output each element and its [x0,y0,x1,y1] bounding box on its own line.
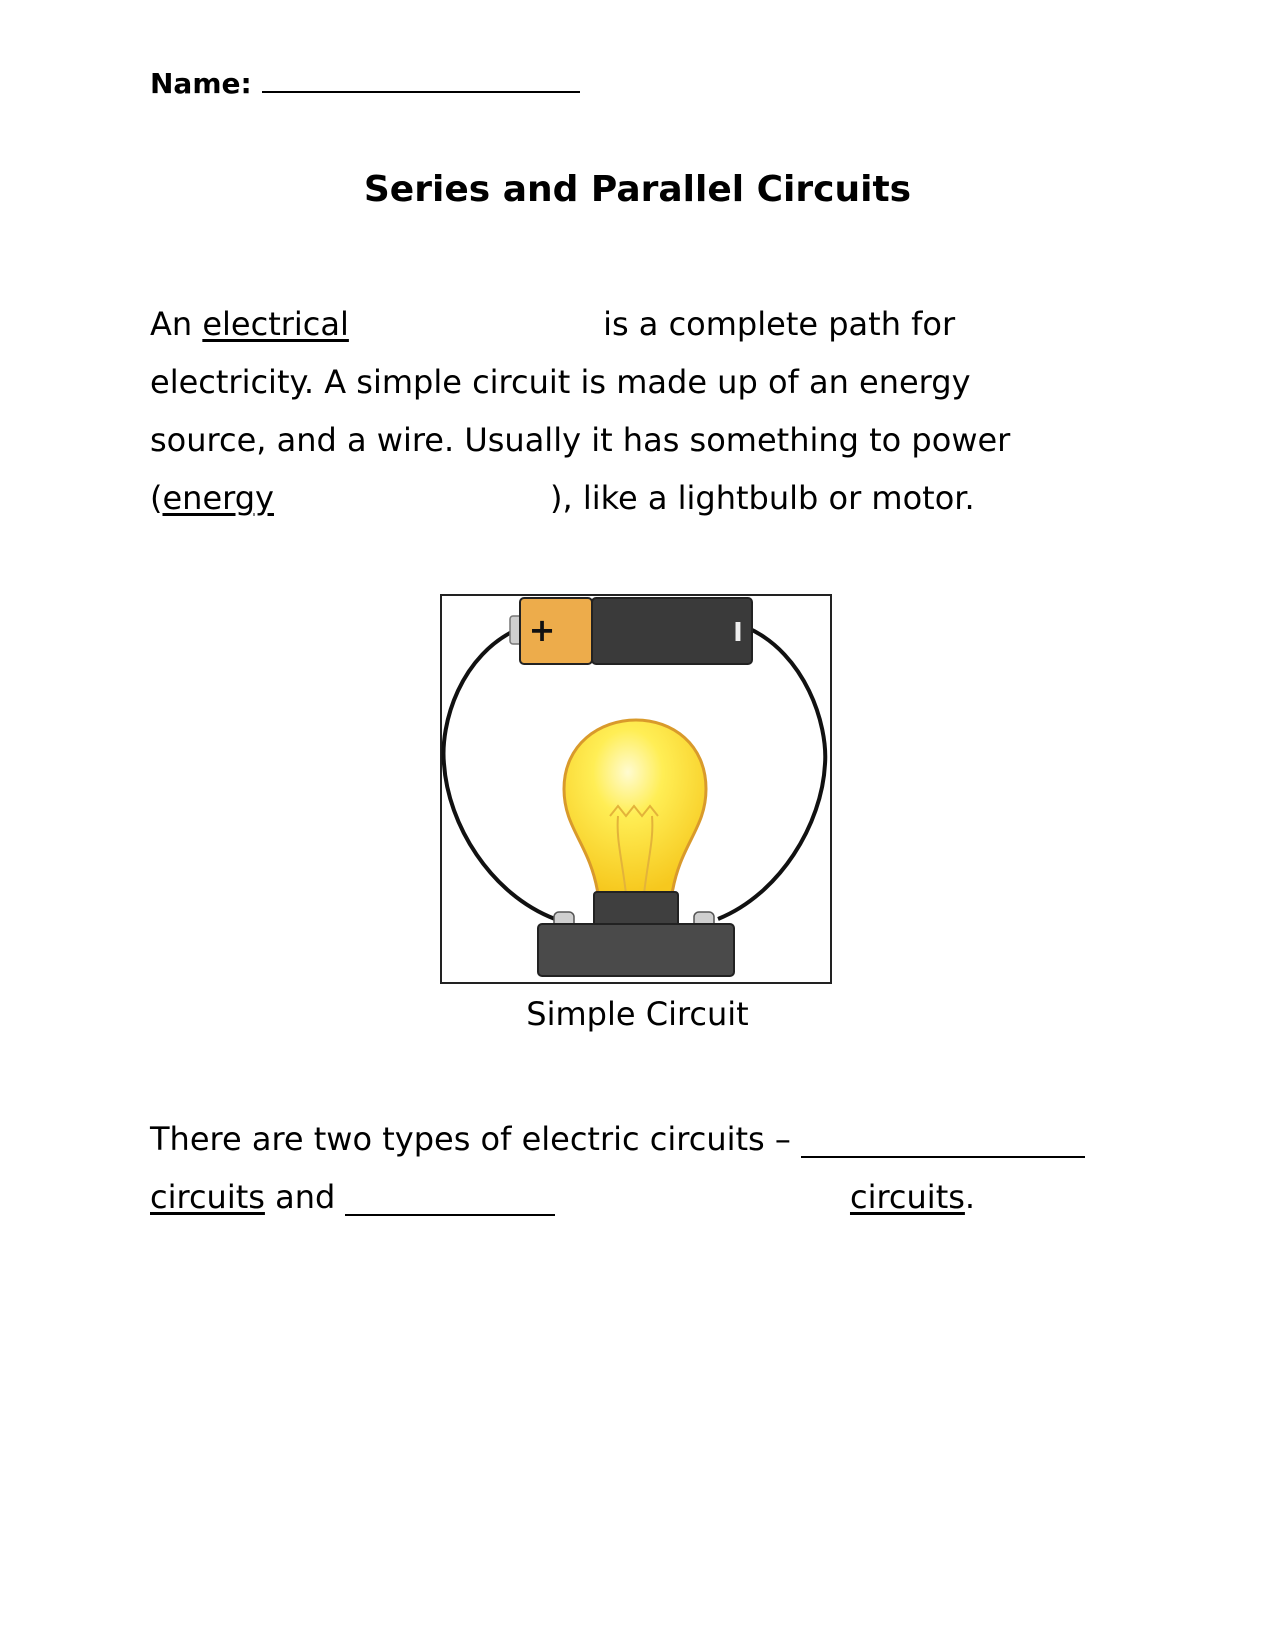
text-two-types: There are two types of electric circuits – [150,1120,791,1158]
text-like-lightbulb: ), like a lightbulb or motor. [549,479,975,517]
open-paren: ( [150,479,163,517]
simple-circuit-figure [440,594,832,984]
paragraph-line: source, and a wire. Usually it has something to power [150,421,1011,459]
fill-blank-type-3[interactable] [586,1178,965,1216]
paragraph-line [150,1168,1200,1226]
filled-word-circuits-2: circuits [849,1178,965,1216]
filled-word-electrical: electrical [202,305,349,343]
bulb-socket-base [538,924,734,976]
fill-blank-type-1[interactable] [801,1126,1085,1158]
paragraph-line: electricity. A simple circuit is made up of an energy [150,363,971,401]
filled-word-circuits-1: circuits [150,1178,265,1216]
figure-caption: Simple Circuit [526,995,749,1033]
fill-blank-energy[interactable] [162,479,550,517]
paragraph-line [150,469,1150,527]
fill-blank-type-2[interactable] [345,1184,555,1216]
intro-paragraph [150,295,1150,527]
name-blank[interactable] [262,87,580,93]
types-paragraph [150,1110,1200,1226]
text-and: and [275,1178,336,1216]
name-label: Name: [150,67,252,100]
fill-blank-electrical[interactable] [202,305,593,343]
text-an: An [150,305,193,343]
battery-plus-label: + [528,611,556,649]
name-field [150,67,580,100]
filled-word-energy: energy [162,479,274,517]
paragraph-line [150,295,1150,353]
paragraph-line [150,1110,1200,1168]
battery-minus-label: I [733,618,743,648]
battery-icon [510,598,752,664]
text-complete-path: is a complete path for [603,305,956,343]
text-period: . [964,1178,976,1216]
simple-circuit-diagram [440,594,832,984]
bulb-socket-neck [594,892,678,928]
page-title: Series and Parallel Circuits [363,169,912,210]
